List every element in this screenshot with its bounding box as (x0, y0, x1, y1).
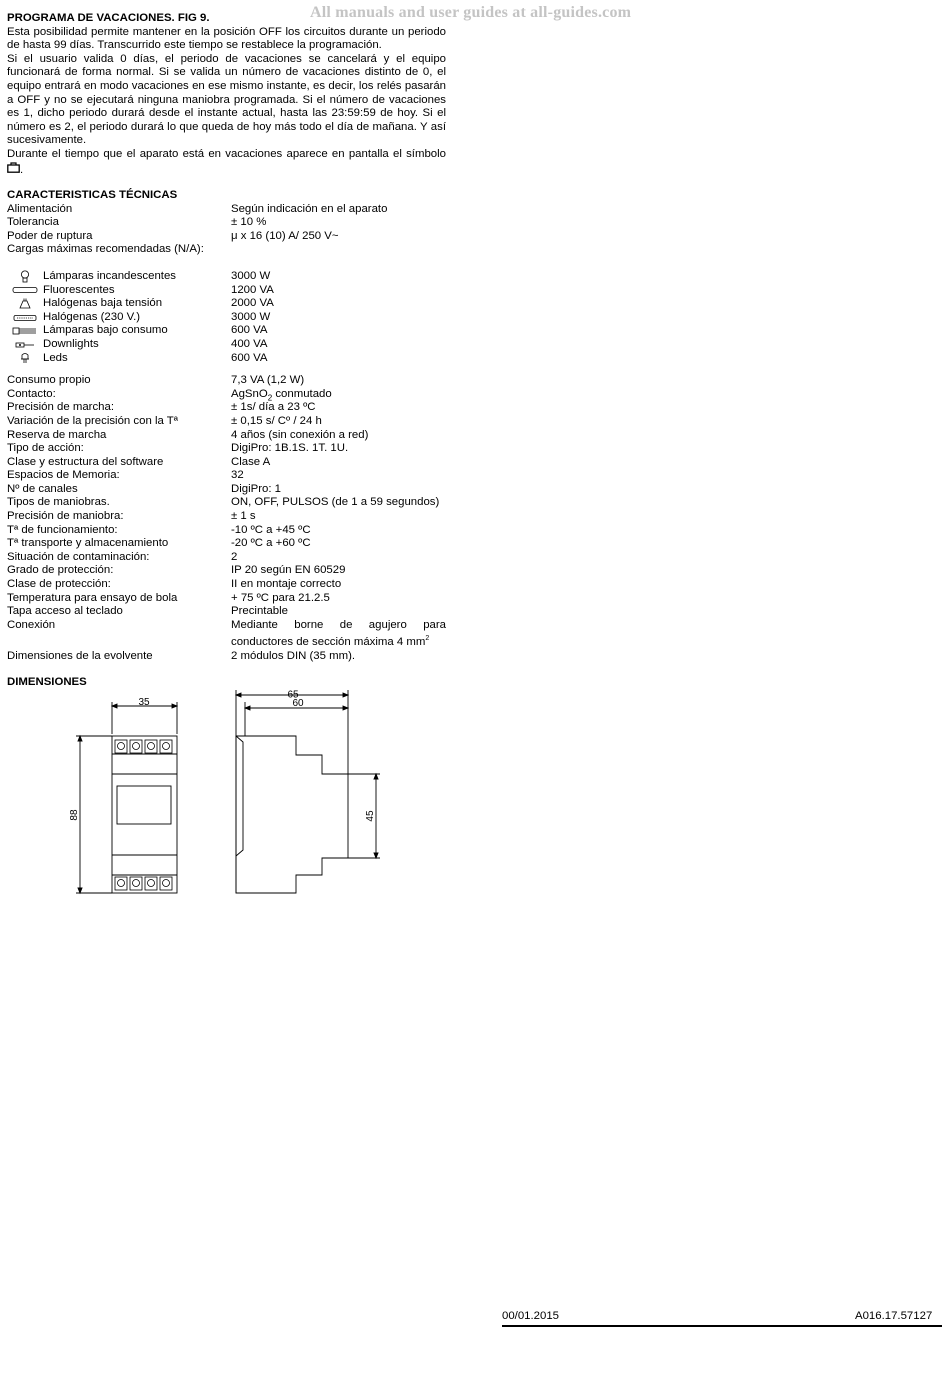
loads-title: Cargas máximas recomendadas (N/A): (7, 243, 204, 256)
load-row: Leds 600 VA (7, 352, 446, 366)
footer-code: A016.17.57127 (855, 1310, 933, 1322)
suitcase-icon (7, 162, 20, 178)
spec-row: Poder de ruptura μ x 16 (10) A/ 250 V~ (7, 229, 339, 242)
watermark: All manuals and user guides at all-guides.com (310, 4, 632, 21)
vacation-section (7, 12, 446, 177)
load-row: Lámparas incandescentes 3000 W (7, 270, 446, 284)
dim-depth-body: 60 (292, 698, 304, 709)
spec-row: Precisión de marcha: ± 1s/ día a 23 ºC (7, 401, 316, 414)
dimensions-title: DIMENSIONES (7, 676, 87, 689)
spec-row: Situación de contaminación: 2 (7, 550, 238, 563)
spec-row: Precisión de maniobra: ± 1 s (7, 510, 256, 523)
vacation-paragraph-3-text: Durante el tiempo que el aparato está en vacaciones aparece en pantalla el símbolo (7, 147, 446, 160)
load-row: Halógenas (230 V.) 3000 W (7, 311, 446, 325)
incandescent-lamp-icon (7, 270, 43, 284)
fluorescent-tube-icon (7, 284, 43, 298)
front-terminals-bottom (115, 877, 172, 890)
vacation-paragraph-1: Esta posibilidad permite mantener en la posición OFF los circuitos durante un periodo de hasta 99 días. Transcurrido este tiempo se restablece la programación. (7, 25, 446, 52)
specs-title: CARACTERISTICAS TÉCNICAS (7, 189, 178, 201)
spec-row: Tª de funcionamiento: -10 ºC a +45 ºC (7, 523, 311, 536)
spec-row: Nº de canales DigiPro: 1 (7, 482, 282, 495)
spec-row: Clase y estructura del software Clase A (7, 455, 271, 468)
spec-rows (7, 401, 446, 619)
load-row: Downlights 400 VA (7, 338, 446, 352)
spec-row: Tipo de acción: DigiPro: 1B.1S. 1T. 1U. (7, 442, 349, 455)
spec-row: Temperatura para ensayo de bola + 75 ºC para 21.2.5 (7, 591, 330, 604)
dim-rail-height: 45 (365, 810, 376, 822)
vacation-title: PROGRAMA DE VACACIONES. FIG 9. (7, 12, 210, 24)
spec-row: Tipos de maniobras. ON, OFF, PULSOS (de 1 a 59 segundos) (7, 496, 440, 509)
spec-row: Reserva de marcha 4 años (sin conexión a red) (7, 428, 369, 441)
footer-date: 00/01.2015 (502, 1310, 560, 1322)
downlight-icon (7, 338, 43, 352)
spec-row: Tolerancia ± 10 % (7, 216, 267, 229)
side-view-drawing (236, 690, 380, 893)
dim-height: 88 (69, 809, 80, 821)
dim-front-width: 35 (138, 697, 150, 708)
spec-row: Variación de la precisión con la Tª ± 0,15 s/ Cº / 24 h (7, 414, 322, 427)
footer-rule (502, 1325, 942, 1327)
vacation-paragraph-3 (7, 148, 446, 177)
spec-row-consumption: Consumo propio 7,3 VA (1,2 W) (7, 374, 305, 387)
spec-row: Clase de protección: II en montaje correcto (7, 578, 342, 591)
front-view-drawing (76, 702, 177, 893)
specs-section (7, 189, 446, 690)
low-consumption-lamp-icon (7, 324, 43, 338)
load-row: Lámparas bajo consumo 600 VA (7, 324, 446, 338)
halogen-low-voltage-icon (7, 297, 43, 311)
halogen-230v-icon (7, 311, 43, 325)
spec-row-contact: Contacto: AgSnO$_2$ conmutado (7, 387, 332, 402)
front-terminals-top (115, 740, 172, 753)
vacation-paragraph-3-end: . (20, 163, 24, 176)
spec-row: Alimentación Según indicación en el aparato (7, 202, 388, 215)
spec-row: Tª transporte y almacenamiento -20 ºC a +60 ºC (7, 537, 311, 550)
led-icon (7, 352, 43, 366)
spec-row: Espacios de Memoria: 32 (7, 469, 244, 482)
spec-row-connection: Conexión Mediante borne de agujero para conductores de sección máxima 4 $mm^2$ (7, 618, 446, 649)
dimensions-drawing (60, 690, 400, 900)
vacation-paragraph-2: Si el usuario valida 0 días, el periodo de vacaciones se cancelará y el equipo funcionará de forma normal. Si se valida un número de vacaciones distinto de 0, el equipo entrará en modo vacaciones en ese mismo instante, es decir, los relés pasarán a OFF y no se ejecutará ninguna maniobra programada. Si el número de vacaciones es 1, dicho periodo durará desde el instante actual, hasta las 23:59:59 de hoy. Si el número es 2, el periodo durará lo que queda de hoy más todo el día de mañana. Y así sucesivamente. (7, 52, 446, 147)
load-row: Halógenas baja tensión 2000 VA (7, 297, 446, 311)
spec-row: Grado de protección: IP 20 según EN 60529 (7, 564, 346, 577)
load-row: Fluorescentes 1200 VA (7, 284, 446, 298)
dim-depth-total: 65 (287, 690, 299, 701)
spec-row-envelope: Dimensiones de la evolvente 2 módulos DIN (35 mm). (7, 649, 356, 662)
spec-row: Tapa acceso al teclado Precintable (7, 605, 288, 618)
